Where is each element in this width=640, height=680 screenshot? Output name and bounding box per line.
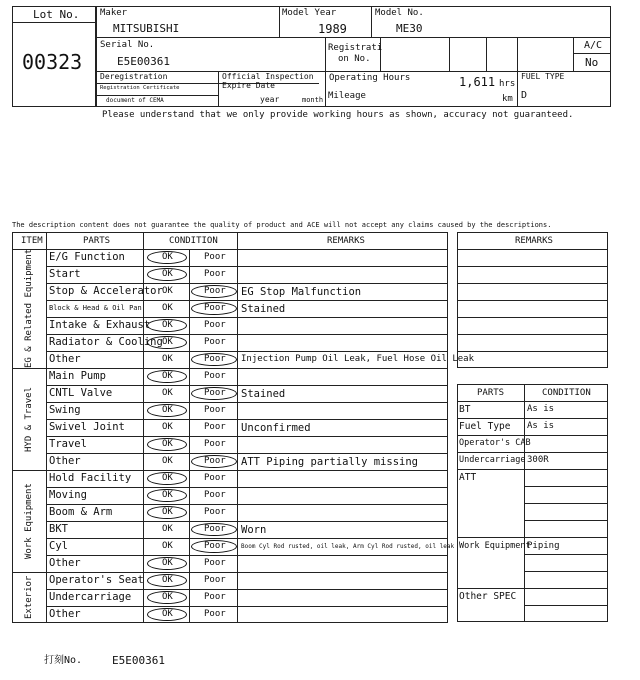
table-row-part: Other <box>49 455 81 467</box>
ok-option: OK <box>162 456 173 466</box>
ok-option: OK <box>162 337 173 347</box>
poor-option: Poor <box>204 473 226 483</box>
table-row-line <box>46 266 448 267</box>
poor-option: Poor <box>204 320 226 330</box>
poor-selected-circle <box>191 353 237 366</box>
registration-certificate-label: Registration Certificate <box>100 85 180 91</box>
ok-option: OK <box>162 575 173 585</box>
header-remarks: REMARKS <box>327 236 365 246</box>
ok-option: OK <box>162 609 173 619</box>
poor-selected-circle <box>191 285 237 298</box>
ok-selected-circle <box>147 251 187 264</box>
table-row-remark: Injection Pump Oil Leak, Fuel Hose Oil Leak <box>241 354 474 364</box>
table-row-line <box>46 606 448 607</box>
table-row-remark: Boom Cyl Rod rusted, oil leak, Arm Cyl Rod rusted, oil leak <box>241 543 455 550</box>
table-row-line <box>46 317 448 318</box>
right-parts-row-line <box>457 435 608 436</box>
item-group-label: EG & Related Equipment <box>24 248 34 368</box>
ok-selected-circle <box>147 438 187 451</box>
ok-selected-circle <box>147 336 187 349</box>
table-row-part: BKT <box>49 523 68 535</box>
table-row-remark: Unconfirmed <box>241 422 311 434</box>
table-row-part: Other <box>49 608 81 620</box>
table-row-part: Stop & Accelerator <box>49 285 163 297</box>
hrs-label: hrs <box>499 79 516 89</box>
item-group-label: Exterior <box>24 575 34 620</box>
header-condition: CONDITION <box>169 236 218 246</box>
poor-selected-circle <box>191 302 237 315</box>
right-parts-row-line <box>457 452 608 453</box>
table-row-line <box>46 436 448 437</box>
right-parts-subrow-line <box>524 571 608 572</box>
inspection-label: Official Inspection <box>222 72 314 81</box>
right-parts-row-part: Operator's CAB <box>459 438 531 448</box>
poor-option: Poor <box>204 422 226 432</box>
table-row-line <box>46 453 448 454</box>
table-column-line <box>46 232 47 623</box>
table-row-part: CNTL Valve <box>49 387 113 399</box>
hours-notice: Please understand that we only provide working hours as shown, accuracy not guaranteed. <box>102 110 574 120</box>
ok-option: OK <box>162 473 173 483</box>
table-group-line <box>12 368 448 369</box>
stamp-no-label: 打刻No. <box>44 655 83 666</box>
ok-option: OK <box>162 592 173 602</box>
model-no-label: Model No. <box>375 8 424 18</box>
lot-no-label: Lot No. <box>33 8 80 21</box>
maker-label: Maker <box>100 8 128 18</box>
table-row-line <box>46 419 448 420</box>
poor-option: Poor <box>204 303 226 313</box>
right-parts-row-condition: As is <box>527 421 555 431</box>
table-row-line <box>46 504 448 505</box>
poor-option: Poor <box>204 286 226 296</box>
table-row-line <box>46 555 448 556</box>
lot-no-value: 00323 <box>22 50 83 74</box>
stamp-no-value: E5E00361 <box>112 654 165 667</box>
inspection-label-2: Expire Date <box>222 81 275 90</box>
poor-option: Poor <box>204 456 226 466</box>
header-parts: PARTS <box>83 236 111 246</box>
right-parts-subrow-line <box>524 503 608 504</box>
year-label: year <box>260 95 280 104</box>
right-parts-row-condition: As is <box>527 404 555 414</box>
table-row-line <box>46 589 448 590</box>
table-row-part: Swivel Joint <box>49 421 125 433</box>
ok-option: OK <box>162 303 173 313</box>
table-row-part: Other <box>49 557 81 569</box>
model-year-label: Model Year <box>282 8 337 18</box>
ok-option: OK <box>162 490 173 500</box>
right-remarks-title: REMARKS <box>515 236 553 246</box>
ok-option: OK <box>162 371 173 381</box>
right-remarks-row-line <box>457 334 608 335</box>
ok-option: OK <box>162 388 173 398</box>
poor-option: Poor <box>204 558 226 568</box>
ok-option: OK <box>162 354 173 364</box>
right-parts-row-part: Undercarriage <box>459 455 526 465</box>
table-row-remark: Worn <box>241 524 267 536</box>
table-group-line <box>12 470 448 471</box>
table-row-part: E/G Function <box>49 251 125 263</box>
right-parts-row-line <box>457 469 608 470</box>
poor-selected-circle <box>191 387 237 400</box>
poor-option: Poor <box>204 490 226 500</box>
poor-option: Poor <box>204 269 226 279</box>
table-row-part: Operator's Seat <box>49 574 144 586</box>
ok-option: OK <box>162 541 173 551</box>
ok-selected-circle <box>147 608 187 621</box>
ok-option: OK <box>162 422 173 432</box>
right-remarks-row-line <box>457 351 608 352</box>
table-row-part: Radiator & Cooling <box>49 336 163 348</box>
registration-label: Registrati <box>328 43 383 53</box>
poor-option: Poor <box>204 337 226 347</box>
poor-selected-circle <box>191 540 237 553</box>
description-notice: The description content does not guarantee the quality of product and ACE will not accept any claims caused by the descriptions. <box>12 221 552 229</box>
right-parts-row-part: Other SPEC <box>459 591 517 602</box>
serial-label: Serial No. <box>100 40 155 50</box>
table-row-part: Main Pump <box>49 370 106 382</box>
table-row-line <box>46 487 448 488</box>
ok-selected-circle <box>147 506 187 519</box>
ac-label: A/C <box>584 40 603 51</box>
right-parts-row-line <box>457 401 608 402</box>
ok-selected-circle <box>147 591 187 604</box>
table-row-line <box>46 385 448 386</box>
right-remarks-row-line <box>457 317 608 318</box>
table-header-line <box>12 249 448 250</box>
ok-option: OK <box>162 405 173 415</box>
ok-selected-circle <box>147 370 187 383</box>
poor-option: Poor <box>204 371 226 381</box>
ok-option: OK <box>162 507 173 517</box>
ok-option: OK <box>162 269 173 279</box>
table-row-part: Start <box>49 268 81 280</box>
km-label: km <box>502 94 513 104</box>
mileage-label: Mileage <box>328 91 366 101</box>
operating-hours-label: Operating Hours <box>329 73 411 83</box>
ok-selected-circle <box>147 268 187 281</box>
right-parts-row-line <box>457 537 608 538</box>
right-parts-row-line <box>457 418 608 419</box>
poor-option: Poor <box>204 388 226 398</box>
ok-selected-circle <box>147 404 187 417</box>
item-group-label: Work Equipment <box>24 483 34 559</box>
table-row-remark: Stained <box>241 388 286 400</box>
right-parts-subrow-line <box>524 554 608 555</box>
header-item: ITEM <box>21 236 43 246</box>
right-parts-row-part: BT <box>459 404 471 415</box>
poor-option: Poor <box>204 575 226 585</box>
maker-value: MITSUBISHI <box>113 22 180 35</box>
poor-selected-circle <box>191 523 237 536</box>
model-no-value: ME30 <box>396 22 423 35</box>
ok-option: OK <box>162 439 173 449</box>
table-row-part: Moving <box>49 489 87 501</box>
table-column-line <box>237 232 238 623</box>
ok-option: OK <box>162 286 173 296</box>
ok-selected-circle <box>147 319 187 332</box>
table-row-remark: ATT Piping partially missing <box>241 456 419 468</box>
table-row-part: Boom & Arm <box>49 506 113 518</box>
table-row-line <box>46 538 448 539</box>
poor-option: Poor <box>204 592 226 602</box>
right-remarks-row-line <box>457 249 608 250</box>
ok-option: OK <box>162 524 173 534</box>
poor-option: Poor <box>204 405 226 415</box>
serial-value: E5E00361 <box>117 55 170 68</box>
fuel-type-value: D <box>521 90 528 101</box>
model-year-value: 1989 <box>318 22 347 36</box>
table-row-part: Swing <box>49 404 81 416</box>
poor-selected-circle <box>191 455 237 468</box>
right-parts-row-condition: 300R <box>527 455 549 465</box>
right-parts-subrow-line <box>524 605 608 606</box>
ok-selected-circle <box>147 472 187 485</box>
poor-option: Poor <box>204 252 226 262</box>
right-parts-subrow-line <box>524 486 608 487</box>
right-remarks-row-line <box>457 283 608 284</box>
table-row-part: Other <box>49 353 81 365</box>
table-row-remark: EG Stop Malfunction <box>241 286 362 298</box>
right-parts-row-part: ATT <box>459 472 477 483</box>
operating-hours-value: 1,611 <box>459 75 496 89</box>
right-parts-row-part: Fuel Type <box>459 421 511 432</box>
table-row-line <box>46 300 448 301</box>
table-row-part: Block & Head & Oil Pan <box>49 304 142 312</box>
right-parts-subrow-line <box>524 520 608 521</box>
poor-option: Poor <box>204 354 226 364</box>
table-row-line <box>46 402 448 403</box>
right-parts-header: PARTS <box>477 388 505 398</box>
table-row-line <box>46 521 448 522</box>
deregistration-label: Deregistration <box>100 72 168 81</box>
ok-option: OK <box>162 558 173 568</box>
table-group-line <box>12 572 448 573</box>
poor-option: Poor <box>204 439 226 449</box>
right-parts-row-line <box>457 588 608 589</box>
ok-selected-circle <box>147 557 187 570</box>
poor-option: Poor <box>204 609 226 619</box>
table-row-line <box>46 351 448 352</box>
item-group-label: HYD & Travel <box>24 386 34 452</box>
right-parts-row-condition: Piping <box>527 541 560 551</box>
cema-document-label: document of CEMA <box>106 97 164 104</box>
right-parts-row-part: Work Equipment <box>459 541 531 551</box>
ac-value: No <box>585 56 599 69</box>
right-remarks-row-line <box>457 300 608 301</box>
table-row-part: Intake & Exhaust <box>49 319 151 331</box>
fuel-type-label: FUEL TYPE <box>521 72 565 81</box>
table-row-remark: Stained <box>241 303 286 315</box>
month-label: month <box>302 96 324 104</box>
ok-selected-circle <box>147 574 187 587</box>
ok-selected-circle <box>147 489 187 502</box>
poor-option: Poor <box>204 524 226 534</box>
poor-option: Poor <box>204 507 226 517</box>
ok-option: OK <box>162 252 173 262</box>
right-condition-header: CONDITION <box>542 388 591 398</box>
registration-label-2: on No. <box>338 54 371 64</box>
right-remarks-row-line <box>457 266 608 267</box>
table-row-line <box>46 283 448 284</box>
table-row-line <box>46 334 448 335</box>
ok-option: OK <box>162 320 173 330</box>
poor-option: Poor <box>204 541 226 551</box>
table-row-part: Undercarriage <box>49 591 132 603</box>
table-row-part: Hold Facility <box>49 472 132 484</box>
table-row-part: Travel <box>49 438 87 450</box>
table-row-part: Cyl <box>49 540 68 552</box>
